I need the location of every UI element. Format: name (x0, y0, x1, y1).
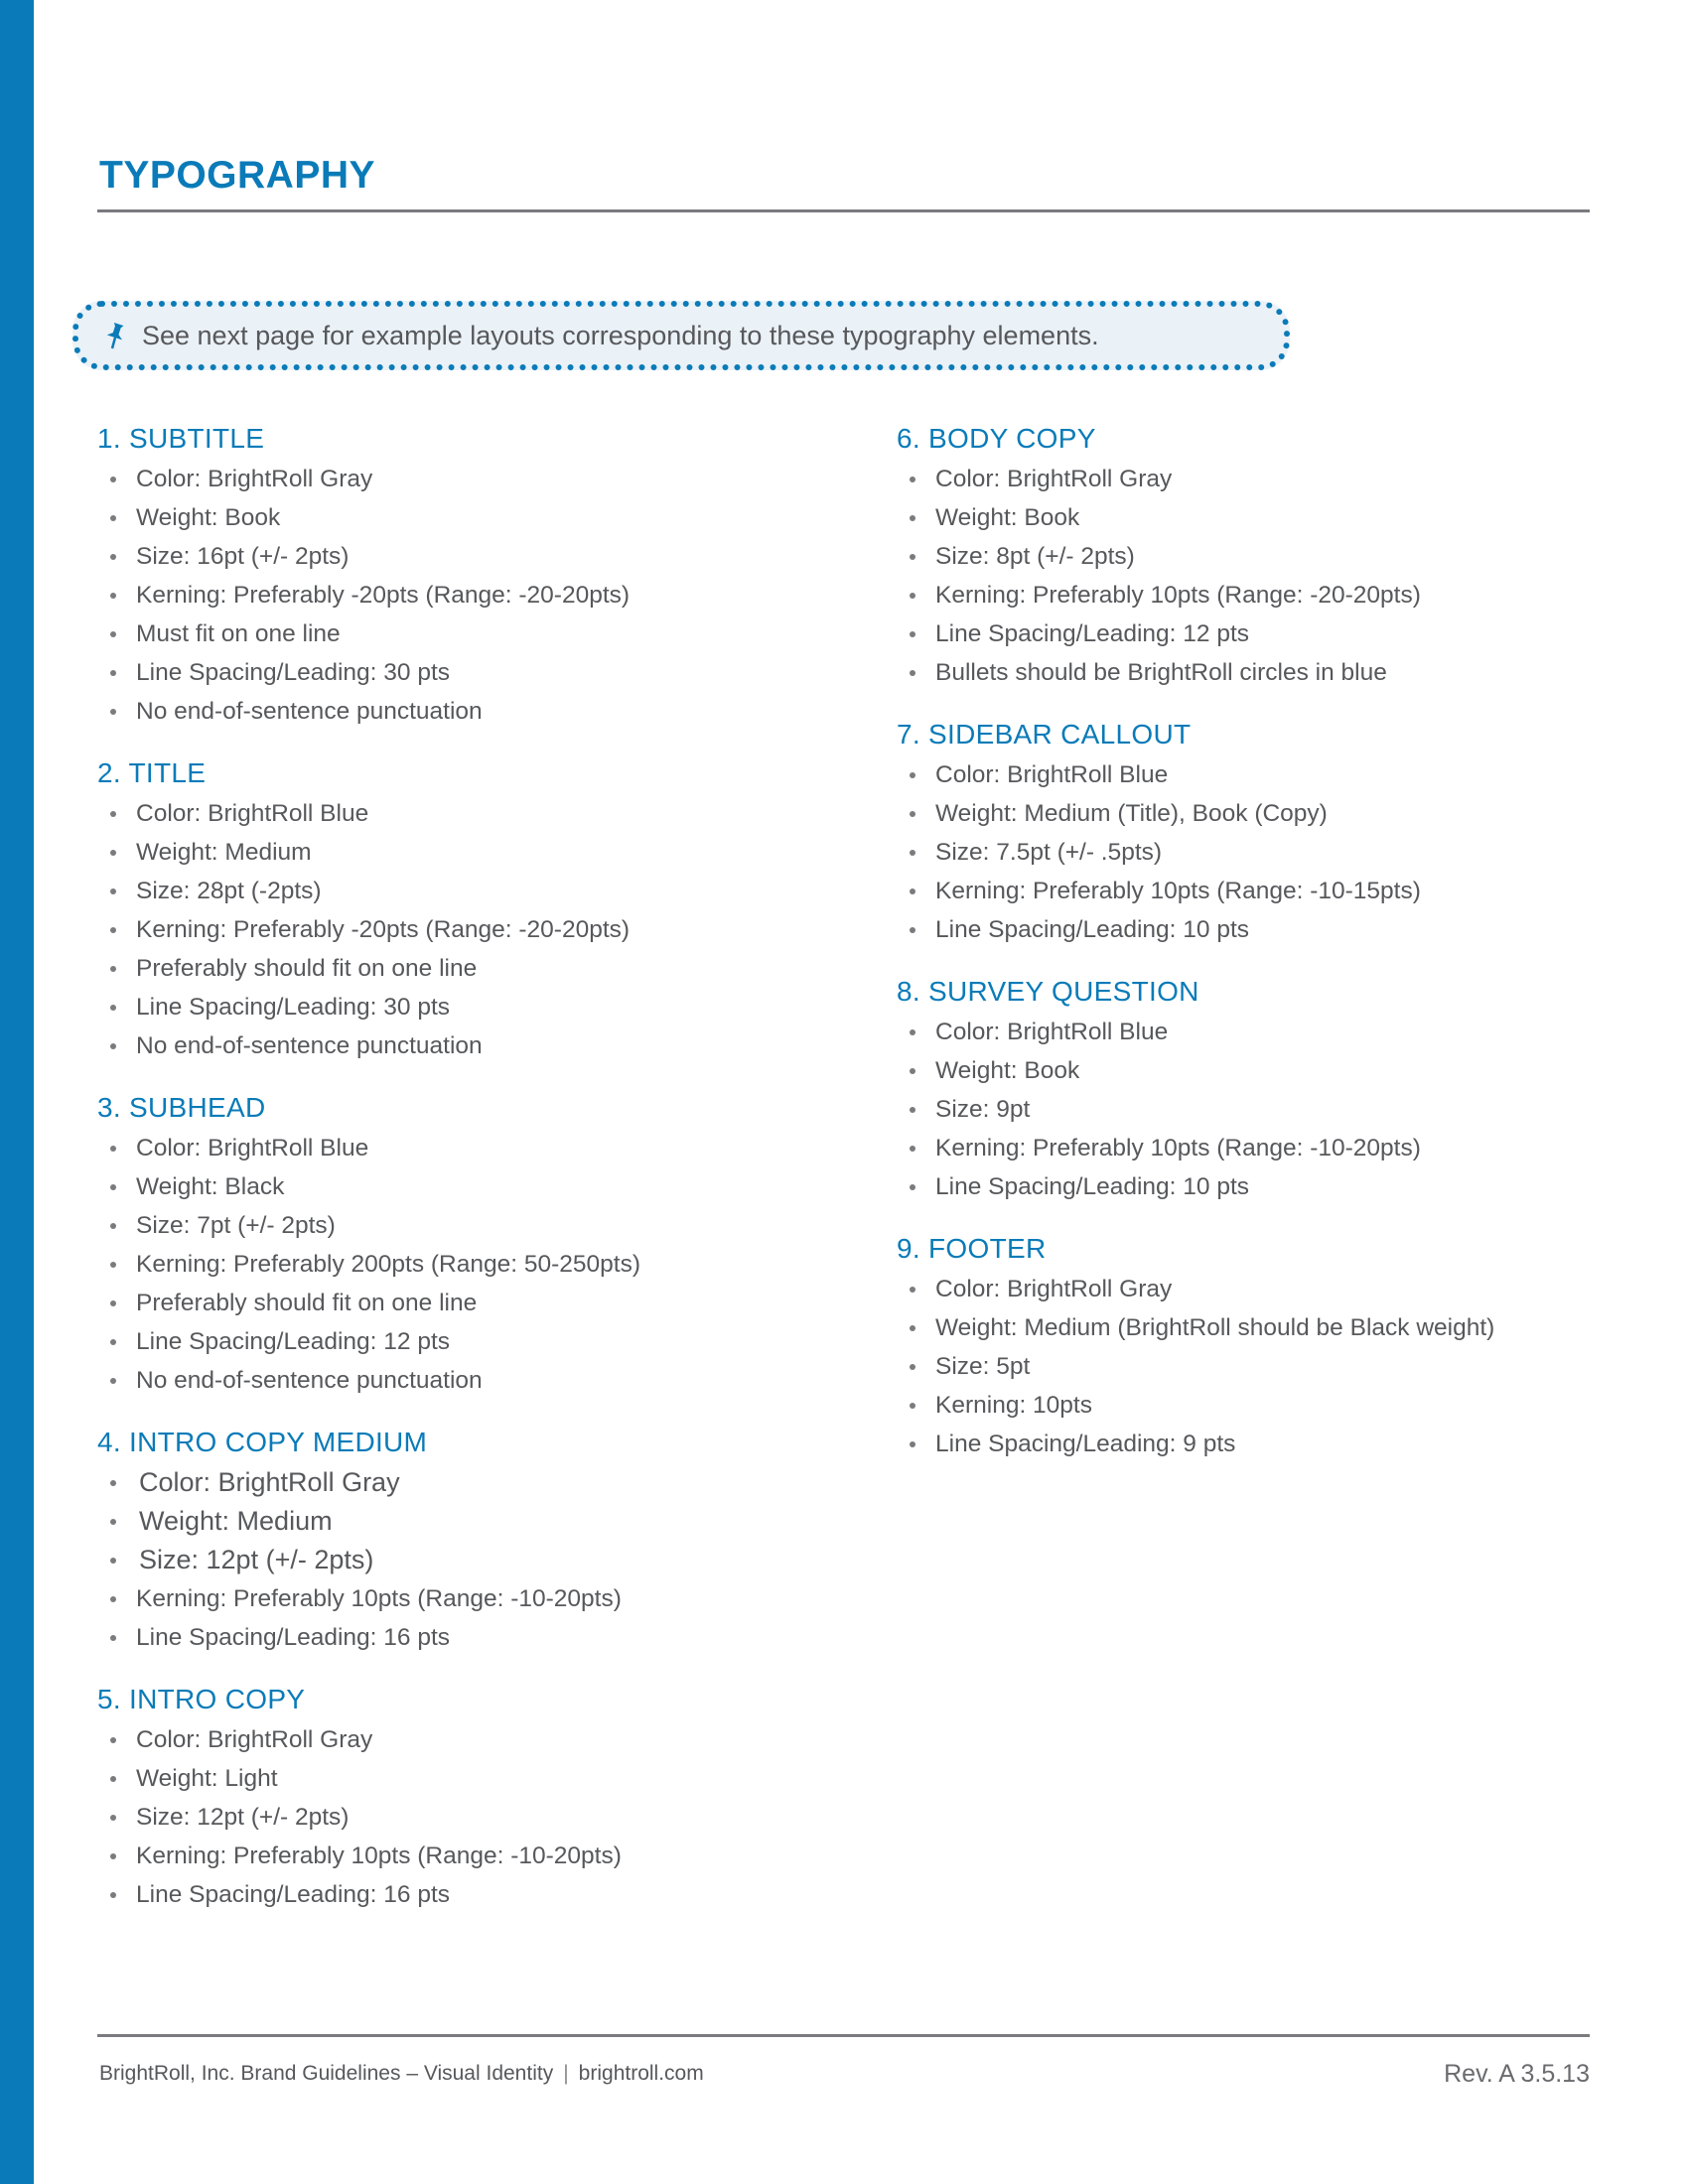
list-item: Color: BrightRoll Gray (897, 460, 1612, 498)
list-item: Kerning: Preferably 200pts (Range: 50-250pts) (97, 1245, 852, 1284)
list-item: Color: BrightRoll Gray (97, 1463, 852, 1502)
list-item: Color: BrightRoll Blue (897, 755, 1612, 794)
spec-list (897, 755, 1612, 949)
list-item: Kerning: Preferably -20pts (Range: -20-20pts) (97, 910, 852, 949)
section-body-copy (897, 420, 1612, 692)
spec-list (97, 1463, 852, 1579)
section-heading: 2. TITLE (97, 757, 207, 788)
spec-list (97, 1129, 852, 1400)
page-title: TYPOGRAPHY (99, 154, 376, 197)
section-heading: 4. INTRO COPY MEDIUM (97, 1427, 428, 1457)
list-item: Size: 12pt (+/- 2pts) (97, 1798, 852, 1837)
list-item: Line Spacing/Leading: 30 pts (97, 653, 852, 692)
spec-list (97, 794, 852, 1065)
footer-company: BrightRoll, Inc. Brand Guidelines – Visual Identity (99, 2062, 554, 2085)
list-item: Weight: Light (97, 1759, 852, 1798)
list-item: Weight: Medium (Title), Book (Copy) (897, 794, 1612, 833)
section-survey-question (897, 973, 1612, 1206)
list-item: Preferably should fit on one line (97, 949, 852, 988)
list-item: Color: BrightRoll Blue (897, 1013, 1612, 1051)
footer-divider (97, 2034, 1590, 2037)
title-divider (97, 209, 1590, 212)
list-item: Color: BrightRoll Gray (97, 460, 852, 498)
spec-list (97, 1579, 852, 1657)
section-sidebar-callout (897, 716, 1612, 949)
section-intro-copy-medium (97, 1424, 852, 1657)
list-item: Weight: Black (97, 1167, 852, 1206)
list-item: Line Spacing/Leading: 30 pts (97, 988, 852, 1026)
revision-label: Rev. A 3.5.13 (1444, 2060, 1590, 2088)
list-item: Kerning: Preferably 10pts (Range: -10-20pts) (97, 1579, 852, 1618)
list-item: Kerning: Preferably -20pts (Range: -20-20pts) (97, 576, 852, 614)
list-item: Color: BrightRoll Blue (97, 1129, 852, 1167)
list-item: No end-of-sentence punctuation (97, 1026, 852, 1065)
section-title (97, 754, 852, 1065)
list-item: Size: 5pt (897, 1347, 1612, 1386)
pushpin-icon (104, 322, 126, 349)
list-item: Preferably should fit on one line (97, 1284, 852, 1322)
section-footer (897, 1230, 1612, 1463)
list-item: Kerning: Preferably 10pts (Range: -10-20pts) (897, 1129, 1612, 1167)
list-item: Line Spacing/Leading: 12 pts (97, 1322, 852, 1361)
section-heading: 6. BODY COPY (897, 423, 1096, 454)
note-text: See next page for example layouts corresponding to these typography elements. (142, 320, 1099, 350)
list-item: Kerning: Preferably 10pts (Range: -10-15pts) (897, 872, 1612, 910)
list-item: Size: 9pt (897, 1090, 1612, 1129)
list-item: Line Spacing/Leading: 9 pts (897, 1425, 1612, 1463)
list-item: No end-of-sentence punctuation (97, 1361, 852, 1400)
list-item: Weight: Medium (BrightRoll should be Black weight) (897, 1308, 1612, 1347)
list-item: Color: BrightRoll Blue (97, 794, 852, 833)
list-item: No end-of-sentence punctuation (97, 692, 852, 731)
spec-list (897, 1013, 1612, 1206)
list-item: Size: 7pt (+/- 2pts) (97, 1206, 852, 1245)
list-item: Bullets should be BrightRoll circles in blue (897, 653, 1612, 692)
list-item: Weight: Book (97, 498, 852, 537)
list-item: Line Spacing/Leading: 16 pts (97, 1618, 852, 1657)
section-heading: 9. FOOTER (897, 1233, 1047, 1264)
footer-separator: | (563, 2062, 569, 2085)
list-item: Color: BrightRoll Gray (97, 1720, 852, 1759)
list-item: Line Spacing/Leading: 10 pts (897, 1167, 1612, 1206)
section-heading: 8. SURVEY QUESTION (897, 976, 1199, 1007)
list-item: Kerning: Preferably 10pts (Range: -10-20pts) (97, 1837, 852, 1875)
section-heading: 1. SUBTITLE (97, 423, 265, 454)
section-heading: 5. INTRO COPY (97, 1684, 306, 1714)
right-column (897, 420, 1612, 1487)
list-item: Size: 7.5pt (+/- .5pts) (897, 833, 1612, 872)
footer-site-link[interactable]: brightroll.com (578, 2062, 704, 2085)
list-item: Size: 12pt (+/- 2pts) (97, 1541, 852, 1579)
section-subhead (97, 1089, 852, 1400)
list-item: Size: 28pt (-2pts) (97, 872, 852, 910)
section-intro-copy (97, 1681, 852, 1914)
left-column (97, 420, 852, 1938)
list-item: Weight: Book (897, 498, 1612, 537)
list-item: Weight: Medium (97, 1502, 852, 1541)
list-item: Line Spacing/Leading: 16 pts (97, 1875, 852, 1914)
list-item: Size: 8pt (+/- 2pts) (897, 537, 1612, 576)
section-heading: 7. SIDEBAR CALLOUT (897, 719, 1192, 750)
spec-list (97, 460, 852, 731)
spec-list (897, 1270, 1612, 1463)
spec-list (97, 1720, 852, 1914)
list-item: Line Spacing/Leading: 10 pts (897, 910, 1612, 949)
list-item: Kerning: 10pts (897, 1386, 1612, 1425)
list-item: Color: BrightRoll Gray (897, 1270, 1612, 1308)
spec-list (897, 460, 1612, 692)
footer-text (99, 2062, 704, 2086)
list-item: Weight: Medium (97, 833, 852, 872)
list-item: Size: 16pt (+/- 2pts) (97, 537, 852, 576)
brand-side-bar (0, 0, 34, 2184)
note-callout (72, 301, 1290, 370)
list-item: Line Spacing/Leading: 12 pts (897, 614, 1612, 653)
list-item: Kerning: Preferably 10pts (Range: -20-20pts) (897, 576, 1612, 614)
section-subtitle (97, 420, 852, 731)
section-heading: 3. SUBHEAD (97, 1092, 266, 1123)
list-item: Weight: Book (897, 1051, 1612, 1090)
list-item: Must fit on one line (97, 614, 852, 653)
